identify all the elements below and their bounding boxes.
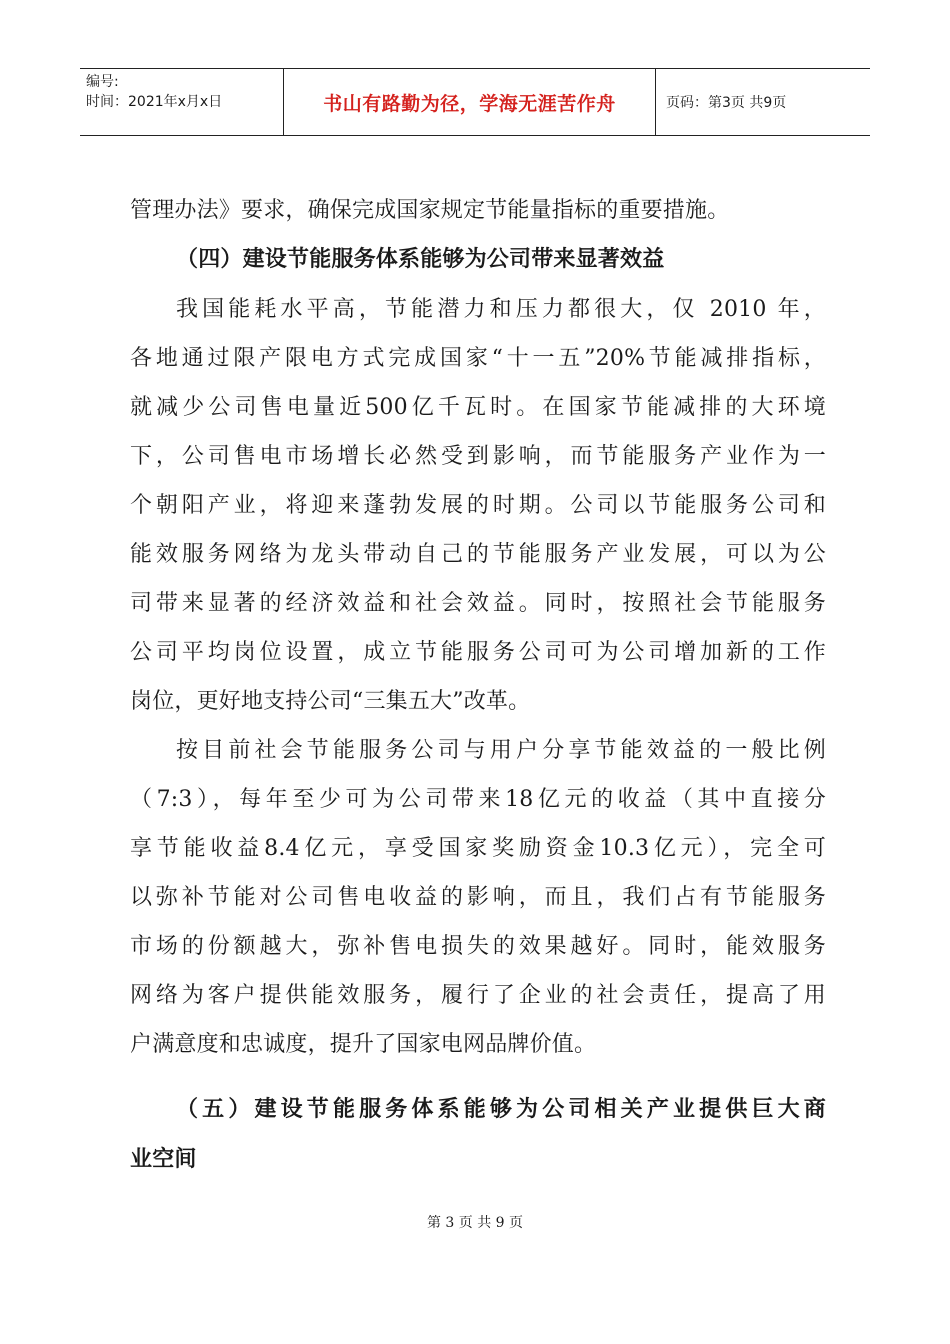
header-page-number: 页码：第3页 共9页 [666,95,787,111]
paragraph-gap [130,1069,826,1085]
section-heading-5: （五）建设节能服务体系能够为公司相关产业提供巨大商 [176,1097,826,1122]
text-line: 各地通过限产限电方式完成国家“十一五”20%节能减排指标， [130,346,826,371]
text-line: 我国能耗水平高，节能潜力和压力都很大，仅 2010 年， [176,297,826,322]
document-body [130,186,826,1185]
text-line: 能效服务网络为龙头带动自己的节能服务产业发展，可以为公 [130,542,826,567]
text-line: 按目前社会节能服务公司与用户分享节能效益的一般比例 [176,738,826,763]
text-line: 网络为客户提供能效服务，履行了企业的社会责任，提高了用 [130,983,826,1008]
page-footer: 第 3 页 共 9 页 [426,1215,524,1231]
document-time-label: 时间：2021年x月x日 [86,94,223,110]
header-meta [80,69,284,135]
text-line: 市场的份额越大，弥补售电损失的效果越好。同时，能效服务 [130,934,826,959]
text-line: 司带来显著的经济效益和社会效益。同时，按照社会节能服务 [130,591,826,616]
section-heading-4: （四）建设节能服务体系能够为公司带来显著效益 [176,247,665,272]
text-line: 公司平均岗位设置，成立节能服务公司可为公司增加新的工作 [130,640,826,665]
header-motto: 书山有路勤为径，学海无涯苦作舟 [284,69,656,135]
document-number-label: 编号: [86,74,119,90]
text-line: 就减少公司售电量近500亿千瓦时。在国家节能减排的大环境 [130,395,826,420]
page-header [80,68,870,136]
text-line: 下，公司售电市场增长必然受到影响，而节能服务产业作为一 [130,444,826,469]
text-line: 户满意度和忠诚度，提升了国家电网品牌价值。 [130,1032,597,1057]
text-line: 管理办法》要求，确保完成国家规定节能量指标的重要措施。 [130,198,730,223]
text-line: 享节能收益8.4亿元，享受国家奖励资金10.3亿元），完全可 [130,836,826,861]
text-line: （7:3），每年至少可为公司带来18亿元的收益（其中直接分 [130,787,826,812]
text-line: 岗位，更好地支持公司“三集五大”改革。 [130,689,531,714]
section-heading-5-cont: 业空间 [130,1147,197,1172]
text-line: 个朝阳产业，将迎来蓬勃发展的时期。公司以节能服务公司和 [130,493,826,518]
text-line: 以弥补节能对公司售电收益的影响，而且，我们占有节能服务 [130,885,826,910]
